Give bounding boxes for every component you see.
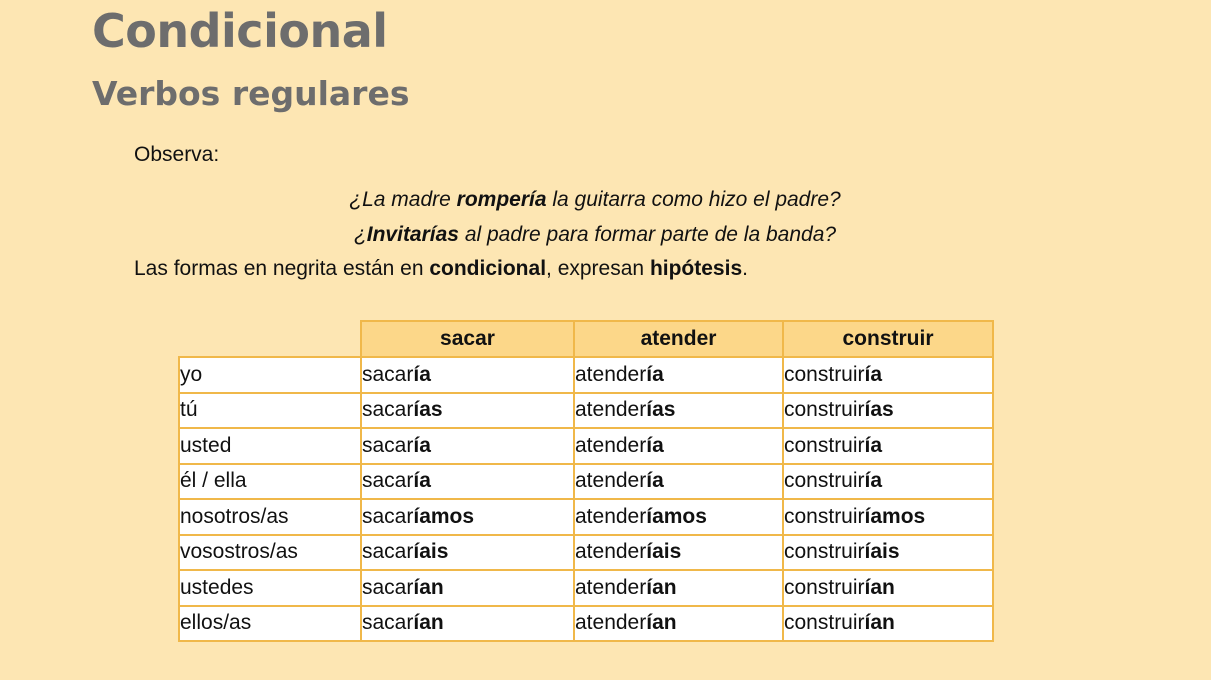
verb-stem: sacar [362,504,414,528]
verb-ending: ían [864,575,895,599]
example-sentence [0,217,1190,252]
explanation-part: , expresan [546,257,650,280]
pronoun-cell: ellos/as [179,606,361,642]
verb-ending: íais [413,540,449,564]
verb-form-cell [361,570,574,606]
verb-stem: atender [575,611,647,635]
verb-stem: construir [784,540,865,564]
intro-text: Observa: [134,143,220,166]
verb-ending: ía [864,469,883,493]
table-row [179,606,993,642]
verb-stem: construir [784,362,865,386]
verb-stem: atender [575,362,647,386]
verb-ending: ías [646,398,676,422]
table-row [179,393,993,429]
column-header: construir [783,321,993,357]
table-header-row [179,321,993,357]
verb-form-cell [574,357,783,393]
example-sentence [0,182,1190,217]
verb-ending: ía [646,362,664,386]
page-title: Condicional [92,4,388,58]
verb-form-cell [574,464,783,500]
verb-stem: construir [784,575,865,599]
verb-ending: ía [864,362,883,386]
page-subtitle: Verbos regulares [92,74,410,113]
verb-ending: ía [413,469,431,493]
verb-stem: sacar [362,433,414,457]
explanation-text [134,257,748,281]
example-text: ¿La madre [349,188,457,211]
example-text: ¿ [353,223,367,246]
verb-form-cell [361,464,574,500]
verb-ending: ía [864,433,883,457]
example-text: la guitarra como hizo el padre? [546,188,841,211]
table-row [179,428,993,464]
verb-ending: ías [864,398,894,422]
table-row [179,464,993,500]
verb-ending: ían [646,611,677,635]
verb-form-cell [574,606,783,642]
verb-stem: construir [784,433,865,457]
table-row [179,357,993,393]
verb-ending: íamos [864,504,926,528]
verb-stem: atender [575,398,647,422]
explanation-part: Las formas en negrita están en [134,257,430,280]
verb-stem: sacar [362,540,414,564]
verb-stem: sacar [362,398,414,422]
pronoun-cell: usted [179,428,361,464]
table-row [179,499,993,535]
table-row [179,570,993,606]
table-row [179,535,993,571]
pronoun-cell: él / ella [179,464,361,500]
verb-stem: atender [575,504,647,528]
verb-form-cell [783,499,993,535]
pronoun-cell: ustedes [179,570,361,606]
verb-form-cell [574,535,783,571]
verb-ending: ía [413,433,431,457]
verb-form-cell [361,606,574,642]
explanation-keyword: condicional [429,257,547,280]
verb-stem: sacar [362,362,414,386]
verb-stem: construir [784,611,865,635]
verb-form-cell [783,393,993,429]
verb-ending: ía [413,362,431,386]
verb-ending: ían [413,575,444,599]
pronoun-cell: nosotros/as [179,499,361,535]
conjugation-table [178,320,994,642]
verb-form-cell [783,464,993,500]
verb-stem: atender [575,540,647,564]
verb-form-cell [574,428,783,464]
verb-stem: sacar [362,575,414,599]
verb-ending: íamos [413,504,475,528]
verb-form-cell [361,499,574,535]
verb-form-cell [783,570,993,606]
verb-stem: atender [575,469,647,493]
column-header: sacar [361,321,574,357]
example-verb: rompería [456,188,547,211]
verb-ending: ía [646,469,664,493]
verb-stem: sacar [362,469,414,493]
verb-ending: ían [864,611,895,635]
verb-form-cell [783,428,993,464]
verb-form-cell [574,393,783,429]
verb-form-cell [361,357,574,393]
column-header: atender [574,321,783,357]
pronoun-cell: vosostros/as [179,535,361,571]
explanation-keyword: hipótesis [649,257,743,280]
verb-stem: construir [784,504,865,528]
example-sentences [0,182,1190,252]
example-verb: Invitarías [366,223,459,246]
pronoun-cell: yo [179,357,361,393]
verb-form-cell [574,570,783,606]
verb-stem: construir [784,469,865,493]
verb-stem: atender [575,575,647,599]
verb-form-cell [361,535,574,571]
explanation-part: . [742,257,748,280]
verb-form-cell [783,357,993,393]
pronoun-cell: tú [179,393,361,429]
verb-ending: ías [413,398,443,422]
example-text: al padre para formar parte de la banda? [458,223,837,246]
header-corner [179,321,361,357]
verb-form-cell [361,428,574,464]
verb-ending: ían [413,611,444,635]
verb-form-cell [574,499,783,535]
verb-form-cell [783,606,993,642]
verb-stem: sacar [362,611,414,635]
verb-stem: construir [784,398,865,422]
verb-ending: íais [864,540,900,564]
verb-ending: ían [646,575,677,599]
verb-stem: atender [575,433,647,457]
verb-ending: íamos [646,504,707,528]
verb-ending: ía [646,433,664,457]
verb-form-cell [361,393,574,429]
verb-ending: íais [646,540,682,564]
verb-form-cell [783,535,993,571]
